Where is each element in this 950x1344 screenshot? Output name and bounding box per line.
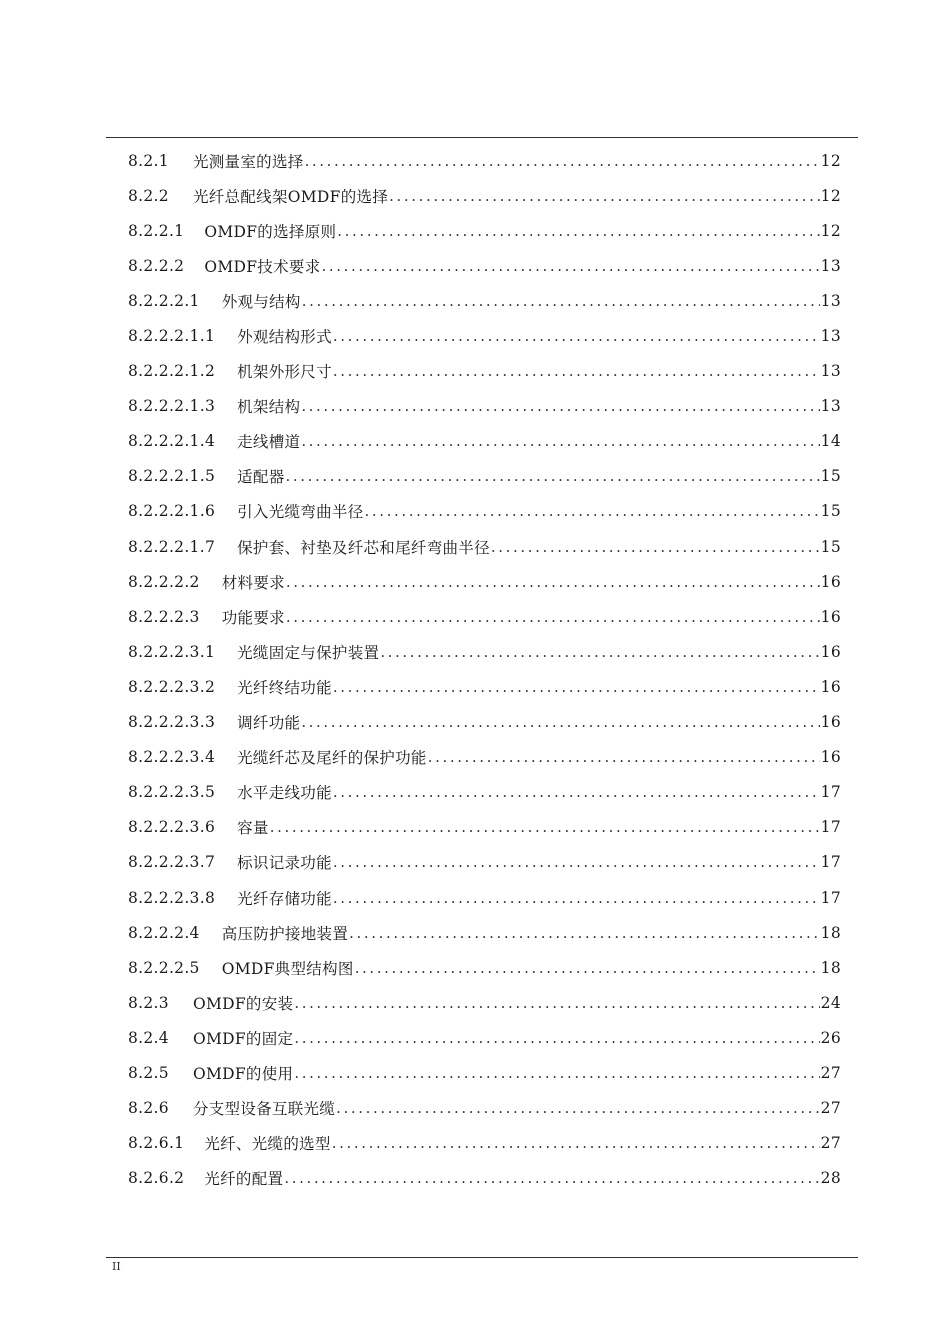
toc-entry-title: 光纤、光缆的选型 — [204, 1135, 331, 1154]
toc-entry-number: 8.2.2 — [128, 186, 169, 205]
toc-entry-title: 走线槽道 — [237, 433, 301, 452]
toc-entry[interactable] — [128, 494, 841, 529]
toc-entry-number: 8.2.6.2 — [128, 1169, 185, 1188]
toc-entry-page: 17 — [820, 853, 841, 872]
toc-leader-dots — [301, 432, 819, 450]
toc-entry-title: OMDF的选择原则 — [204, 222, 337, 241]
toc-leader-dots — [301, 713, 819, 731]
toc-entry-page: 17 — [820, 888, 841, 907]
toc-entry-number: 8.2.2.2.3.2 — [128, 677, 216, 696]
toc-entry-number: 8.2.2.2.1.2 — [128, 362, 216, 381]
toc-leader-dots — [333, 327, 820, 345]
toc-entry[interactable] — [128, 845, 841, 880]
toc-entry-title: 光测量室的选择 — [192, 152, 304, 171]
toc-entry-number: 8.2.2.2.1.5 — [128, 467, 216, 486]
toc-entry-title: 标识记录功能 — [237, 854, 332, 873]
toc-entry-number: 8.2.4 — [128, 1028, 169, 1047]
toc-entry-title: 机架外形尺寸 — [237, 363, 332, 382]
toc-entry[interactable] — [128, 915, 841, 950]
toc-entry[interactable] — [128, 1020, 841, 1055]
toc-leader-dots — [428, 748, 820, 766]
toc-entry-page: 27 — [820, 1099, 841, 1118]
toc-entry-title: 光缆纤芯及尾纤的保护功能 — [237, 749, 427, 768]
toc-entry-title: 水平走线功能 — [237, 784, 332, 803]
toc-entry-number: 8.2.2.2.1 — [128, 291, 200, 310]
toc-leader-dots — [332, 1134, 820, 1152]
toc-entry-title: 容量 — [237, 819, 269, 838]
toc-leader-dots — [491, 538, 820, 556]
toc-entry-title: OMDF技术要求 — [204, 257, 321, 276]
toc-entry[interactable] — [128, 424, 841, 459]
toc-entry[interactable] — [128, 634, 841, 669]
toc-leader-dots — [333, 889, 820, 907]
toc-entry-page: 12 — [820, 151, 841, 170]
toc-entry-number: 8.2.2.2.3.6 — [128, 818, 216, 837]
toc-entry-title: 光纤终结功能 — [237, 678, 332, 697]
toc-entry-title: OMDF的固定 — [192, 1029, 294, 1048]
toc-entry-number: 8.2.2.2.5 — [128, 958, 200, 977]
toc-entry[interactable] — [128, 213, 841, 248]
toc-entry-page: 16 — [820, 607, 841, 626]
toc-entry[interactable] — [128, 599, 841, 634]
toc-entry-page: 14 — [820, 432, 841, 451]
toc-entry-number: 8.2.2.1 — [128, 221, 185, 240]
toc-entry-number: 8.2.2.2.3.1 — [128, 642, 216, 661]
toc-leader-dots — [286, 467, 820, 485]
toc-entry-page: 26 — [820, 1028, 841, 1047]
toc-entry-page: 16 — [820, 677, 841, 696]
toc-entry-number: 8.2.3 — [128, 993, 169, 1012]
toc-entry-title: 调纤功能 — [237, 714, 301, 733]
toc-entry-title: 材料要求 — [221, 573, 285, 592]
toc-entry-page: 13 — [820, 256, 841, 275]
toc-entry-title: 光纤存储功能 — [237, 889, 332, 908]
toc-entry-number: 8.2.2.2.4 — [128, 923, 200, 942]
toc-leader-dots — [294, 994, 819, 1012]
toc-entry-page: 16 — [820, 572, 841, 591]
toc-entry-number: 8.2.2.2.3.4 — [128, 748, 216, 767]
toc-entry-page: 13 — [820, 397, 841, 416]
toc-entry[interactable] — [128, 248, 841, 283]
toc-leader-dots — [284, 1169, 819, 1187]
toc-entry[interactable] — [128, 459, 841, 494]
toc-entry-title: OMDF的安装 — [192, 994, 294, 1013]
toc-entry-number: 8.2.2.2.3.5 — [128, 783, 216, 802]
toc-entry-title: 功能要求 — [221, 608, 285, 627]
toc-leader-dots — [333, 853, 820, 871]
toc-leader-dots — [270, 818, 820, 836]
toc-entry-number: 8.2.6.1 — [128, 1134, 185, 1153]
toc-entry[interactable] — [128, 705, 841, 740]
toc-entry-page: 17 — [820, 783, 841, 802]
toc-entry-title: 光缆固定与保护装置 — [237, 643, 380, 662]
toc-leader-dots — [355, 959, 820, 977]
toc-entry[interactable] — [128, 880, 841, 915]
toc-entry[interactable] — [128, 1055, 841, 1090]
toc-entry[interactable] — [128, 985, 841, 1020]
toc-entry-number: 8.2.2.2.1.6 — [128, 502, 216, 521]
toc-entry-page: 16 — [820, 748, 841, 767]
toc-leader-dots — [302, 292, 820, 310]
toc-entry-number: 8.2.2.2.1.1 — [128, 327, 216, 346]
toc-entry[interactable] — [128, 318, 841, 353]
toc-leader-dots — [336, 1099, 820, 1117]
toc-entry-title: OMDF典型结构图 — [221, 959, 354, 978]
toc-entry-title: 外观结构形式 — [237, 328, 332, 347]
toc-entry[interactable] — [128, 775, 841, 810]
toc-entry[interactable] — [128, 1126, 841, 1161]
toc-entry-number: 8.2.2.2.3.3 — [128, 713, 216, 732]
toc-entry-number: 8.2.1 — [128, 151, 169, 170]
toc-entry[interactable] — [128, 810, 841, 845]
toc-entry-title: OMDF的使用 — [192, 1064, 294, 1083]
toc-leader-dots — [333, 362, 820, 380]
toc-leader-dots — [301, 397, 819, 415]
toc-entry[interactable] — [128, 529, 841, 564]
toc-entry-page: 16 — [820, 713, 841, 732]
toc-leader-dots — [333, 783, 820, 801]
toc-entry-page: 13 — [820, 327, 841, 346]
toc-entry[interactable] — [128, 283, 841, 318]
toc-entry-page: 15 — [820, 537, 841, 556]
toc-entry-page: 18 — [820, 923, 841, 942]
toc-entry-title: 高压防护接地装置 — [221, 924, 349, 943]
toc-entry-number: 8.2.2.2.1.7 — [128, 537, 216, 556]
toc-leader-dots — [333, 678, 820, 696]
toc-entry-number: 8.2.5 — [128, 1063, 169, 1082]
toc-entry[interactable] — [128, 564, 841, 599]
toc-entry[interactable] — [128, 740, 841, 775]
toc-entry[interactable] — [128, 354, 841, 389]
header-rule — [106, 137, 858, 138]
toc-entry-title: 分支型设备互联光缆 — [192, 1100, 336, 1119]
toc-entry[interactable] — [128, 178, 841, 213]
toc-entry-number: 8.2.2.2.3 — [128, 607, 200, 626]
toc-entry-number: 8.2.2.2.2 — [128, 572, 200, 591]
toc-entry-number: 8.2.2.2.1.3 — [128, 397, 216, 416]
toc-leader-dots — [294, 1029, 819, 1047]
toc-entry[interactable] — [128, 950, 841, 985]
footer-page-number: II — [112, 1260, 121, 1273]
toc-leader-dots — [380, 643, 819, 661]
toc-entry-page: 18 — [820, 958, 841, 977]
toc-entry[interactable] — [128, 1091, 841, 1126]
toc-leader-dots — [389, 187, 820, 205]
toc-leader-dots — [305, 152, 820, 170]
toc-entry-page: 16 — [820, 642, 841, 661]
toc-entry-number: 8.2.2.2.3.8 — [128, 888, 216, 907]
toc-entry-number: 8.2.6 — [128, 1099, 169, 1118]
toc-entry-page: 17 — [820, 818, 841, 837]
toc-entry-title: 光纤总配线架OMDF的选择 — [192, 187, 389, 206]
toc-leader-dots — [349, 924, 820, 942]
toc-leader-dots — [286, 608, 820, 626]
toc-leader-dots — [286, 573, 820, 591]
toc-entry-number: 8.2.2.2 — [128, 256, 185, 275]
toc-entry-title: 适配器 — [237, 468, 285, 487]
toc-entry-title: 机架结构 — [237, 398, 301, 417]
toc-leader-dots — [365, 502, 820, 520]
table-of-contents — [128, 143, 841, 1196]
toc-entry-page: 13 — [820, 291, 841, 310]
toc-entry-number: 8.2.2.2.3.7 — [128, 853, 216, 872]
toc-entry-number: 8.2.2.2.1.4 — [128, 432, 216, 451]
toc-entry-page: 28 — [820, 1169, 841, 1188]
toc-entry-page: 27 — [820, 1134, 841, 1153]
footer-rule — [106, 1257, 858, 1258]
toc-leader-dots — [337, 222, 819, 240]
toc-entry-page: 12 — [820, 186, 841, 205]
toc-entry-title: 光纤的配置 — [204, 1170, 284, 1189]
toc-entry-page: 24 — [820, 993, 841, 1012]
toc-entry-page: 13 — [820, 362, 841, 381]
toc-entry-page: 27 — [820, 1063, 841, 1082]
toc-entry[interactable] — [128, 669, 841, 704]
toc-entry-title: 保护套、衬垫及纤芯和尾纤弯曲半径 — [237, 538, 490, 557]
toc-leader-dots — [322, 257, 820, 275]
toc-entry-title: 引入光缆弯曲半径 — [237, 503, 364, 522]
toc-entry-title: 外观与结构 — [221, 292, 301, 311]
toc-entry-page: 12 — [820, 221, 841, 240]
toc-entry-page: 15 — [820, 467, 841, 486]
toc-entry[interactable] — [128, 389, 841, 424]
toc-entry[interactable] — [128, 143, 841, 178]
toc-entry-page: 15 — [820, 502, 841, 521]
toc-entry[interactable] — [128, 1161, 841, 1196]
toc-leader-dots — [294, 1064, 819, 1082]
